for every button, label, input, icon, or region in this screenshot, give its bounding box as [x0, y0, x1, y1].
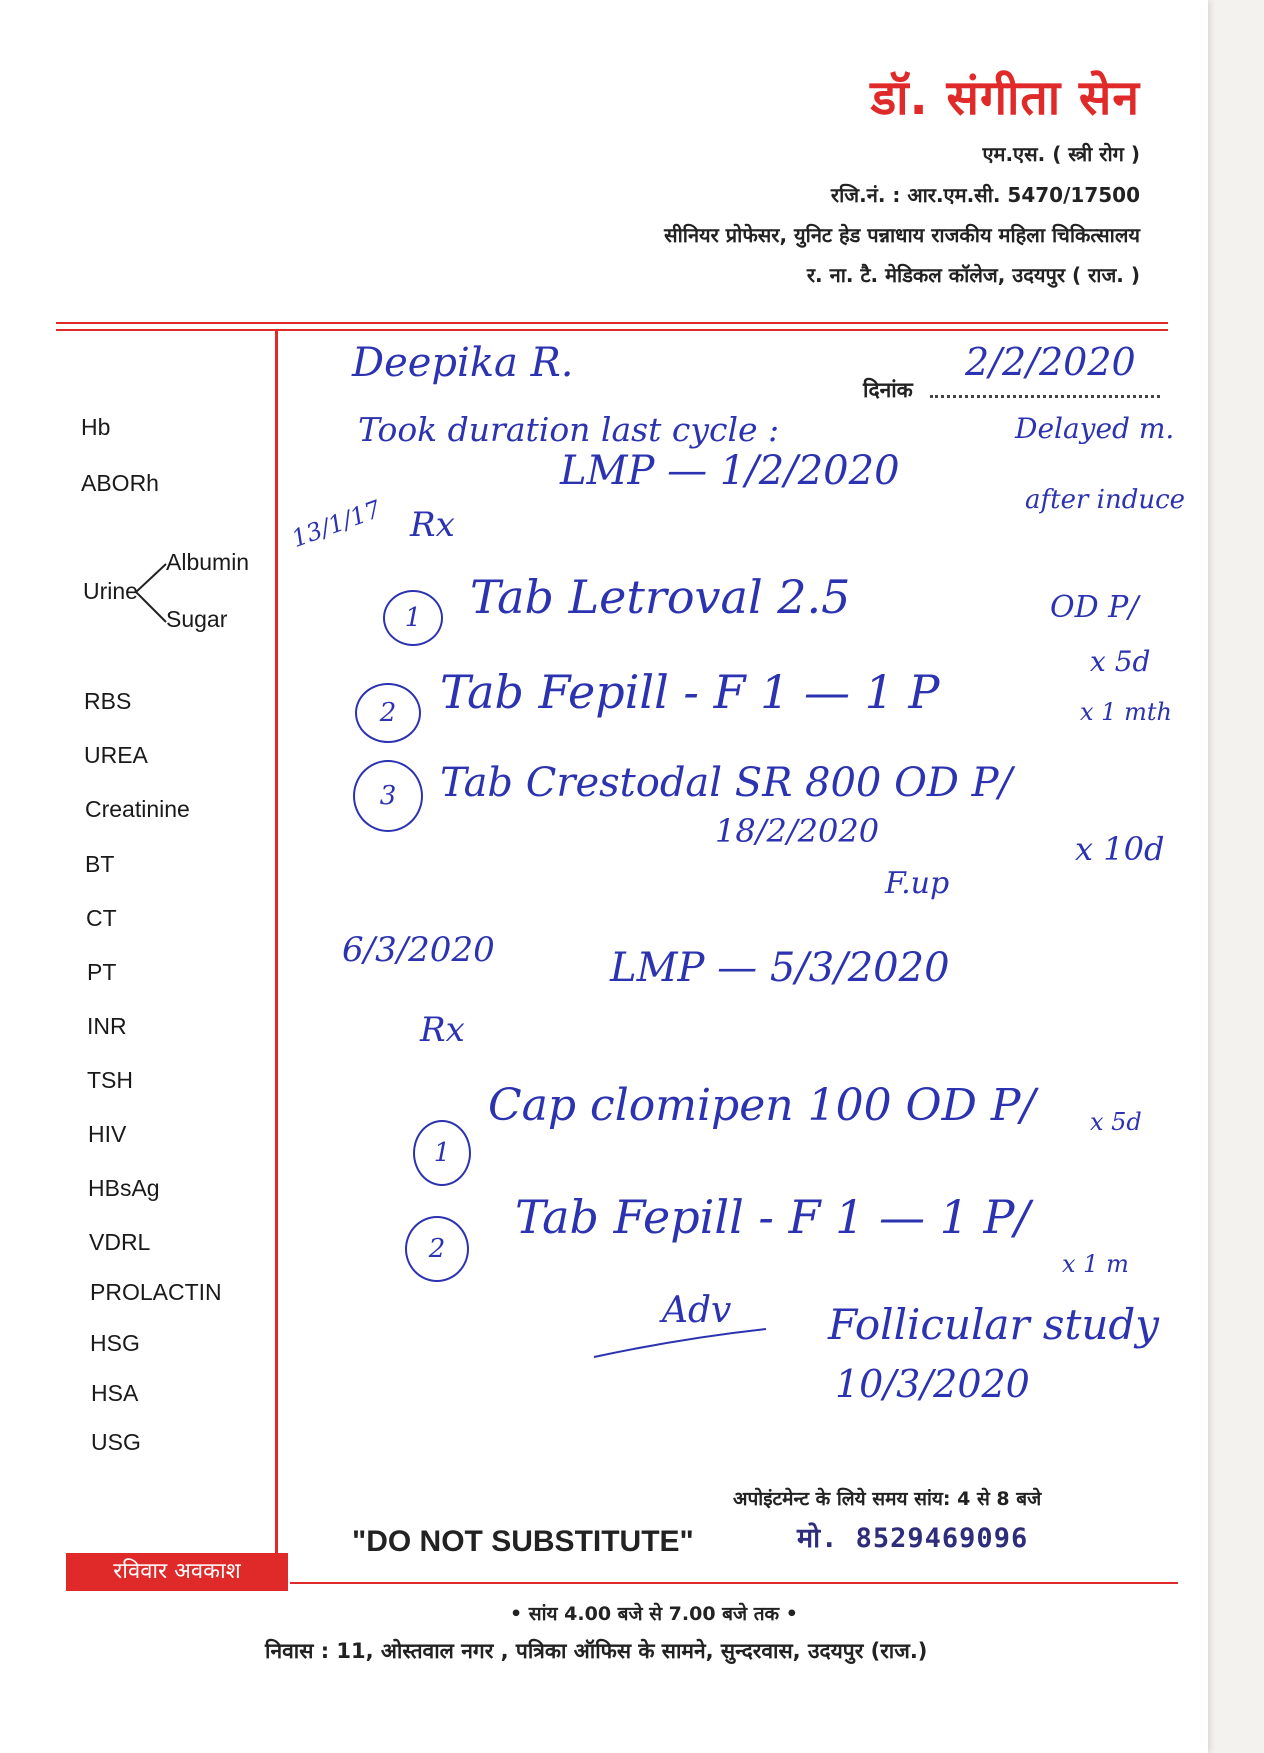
hw-rx-symbol: Rx — [410, 505, 455, 545]
appointment-time: अपोइंटमेन्ट के लिये समय सांय: 4 से 8 बजे — [733, 1488, 1042, 1510]
hw-lmp: LMP — 1/2/2020 — [560, 448, 900, 494]
test-usg: USG — [91, 1429, 141, 1455]
sunday-off-badge: रविवार अवकाश — [66, 1553, 288, 1591]
sidebar-divider — [275, 330, 278, 1590]
test-hiv: HIV — [88, 1121, 127, 1147]
clinic-address: निवास : 11, ओस्तवाल नगर , पत्रिका ऑफिस के सामने, सुन्दरवास, उदयपुर (राज.) — [265, 1639, 928, 1663]
hw-lmp-2: LMP — 5/3/2020 — [610, 945, 950, 991]
hw-item-number-3: 3 — [353, 760, 423, 832]
test-rbs: RBS — [84, 688, 132, 714]
test-inr: INR — [87, 1013, 127, 1039]
header-divider-top — [56, 322, 1168, 324]
hw-advice-label: Adv — [662, 1290, 732, 1331]
footer-divider — [290, 1582, 1178, 1584]
test-hb: Hb — [81, 414, 111, 440]
hw-medicine-4: Cap clomipen 100 OD P/ — [488, 1080, 1036, 1131]
hw-medicine-3-date: 18/2/2020 — [715, 812, 880, 850]
test-urine: Urine — [83, 578, 138, 604]
test-bt: BT — [85, 851, 115, 877]
test-albumin: Albumin — [166, 549, 250, 575]
hw-medicine-3-days: x 10d — [1075, 830, 1165, 868]
doctor-degree: एम.एस. ( स्त्री रोग ) — [982, 142, 1140, 166]
header-divider-bottom — [56, 329, 1168, 331]
phone-number: मो. 8529469096 — [797, 1523, 1029, 1554]
hw-medicine-2: Tab Fepill - F 1 — 1 P — [440, 665, 940, 719]
hw-medicine-5: Tab Fepill - F 1 — 1 P/ — [515, 1190, 1030, 1244]
hw-medicine-1: Tab Letroval 2.5 — [470, 570, 851, 624]
hw-history: Took duration last cycle : — [358, 410, 780, 449]
hw-item-number-2: 2 — [355, 683, 421, 743]
hw-visit2-date: 6/3/2020 — [342, 930, 495, 970]
clinic-timing: • सांय 4.00 बजे से 7.00 बजे तक • — [510, 1603, 798, 1625]
hw-item-number-1: 1 — [383, 590, 443, 646]
hw-medicine-2-note: x 1 mth — [1080, 698, 1172, 726]
hw-medicine-4-days: x 5d — [1090, 1108, 1142, 1136]
hw-date: 2/2/2020 — [965, 340, 1136, 384]
doctor-position: सीनियर प्रोफेसर, युनिट हेड पन्नाधाय राजकीय महिला चिकित्सालय — [664, 223, 1140, 247]
hw-medicine-1-days: x 5d — [1090, 645, 1151, 678]
test-creatinine: Creatinine — [85, 796, 190, 822]
urine-brace-icon — [130, 560, 170, 630]
do-not-substitute: "DO NOT SUBSTITUTE" — [352, 1525, 694, 1558]
date-label: दिनांक — [863, 378, 913, 402]
hw-side-note: 13/1/17 — [288, 495, 385, 553]
hw-medicine-5-note: x 1 m — [1062, 1250, 1129, 1278]
test-hbsag: HBsAg — [88, 1175, 160, 1201]
hw-after-induce: after induce — [1025, 485, 1186, 515]
hw-advice-text: Follicular study — [828, 1300, 1159, 1349]
date-dotted-line — [930, 395, 1160, 398]
hw-advice-date: 10/3/2020 — [835, 1362, 1030, 1406]
test-urea: UREA — [84, 742, 148, 768]
test-sugar: Sugar — [166, 606, 228, 632]
test-hsa: HSA — [91, 1380, 139, 1406]
hw-item-number-5: 2 — [405, 1216, 469, 1282]
hw-patient-name: Deepika R. — [352, 340, 574, 386]
test-prolactin: PROLACTIN — [90, 1279, 222, 1305]
hw-medicine-3: Tab Crestodal SR 800 OD P/ — [440, 760, 1013, 806]
hw-medicine-1-dose: OD P/ — [1050, 590, 1139, 625]
doctor-name: डॉ. संगीता सेन — [870, 70, 1140, 126]
test-tsh: TSH — [87, 1067, 133, 1093]
hw-advice-underline-icon — [590, 1325, 770, 1365]
test-pt: PT — [87, 959, 117, 985]
test-vdrl: VDRL — [89, 1229, 151, 1255]
hw-follow-up: F.up — [885, 866, 950, 901]
hw-item-number-4: 1 — [413, 1120, 471, 1186]
test-hsg: HSG — [90, 1330, 140, 1356]
registration-number: रजि.नं. : आर.एम.सी. 5470/17500 — [830, 183, 1140, 207]
hw-history-right: Delayed m. — [1015, 412, 1175, 445]
test-aborh: ABORh — [81, 470, 159, 496]
college-name: र. ना. टै. मेडिकल कॉलेज, उदयपुर ( राज. ) — [806, 263, 1140, 287]
test-ct: CT — [86, 905, 117, 931]
hw-rx-symbol-2: Rx — [420, 1010, 465, 1050]
